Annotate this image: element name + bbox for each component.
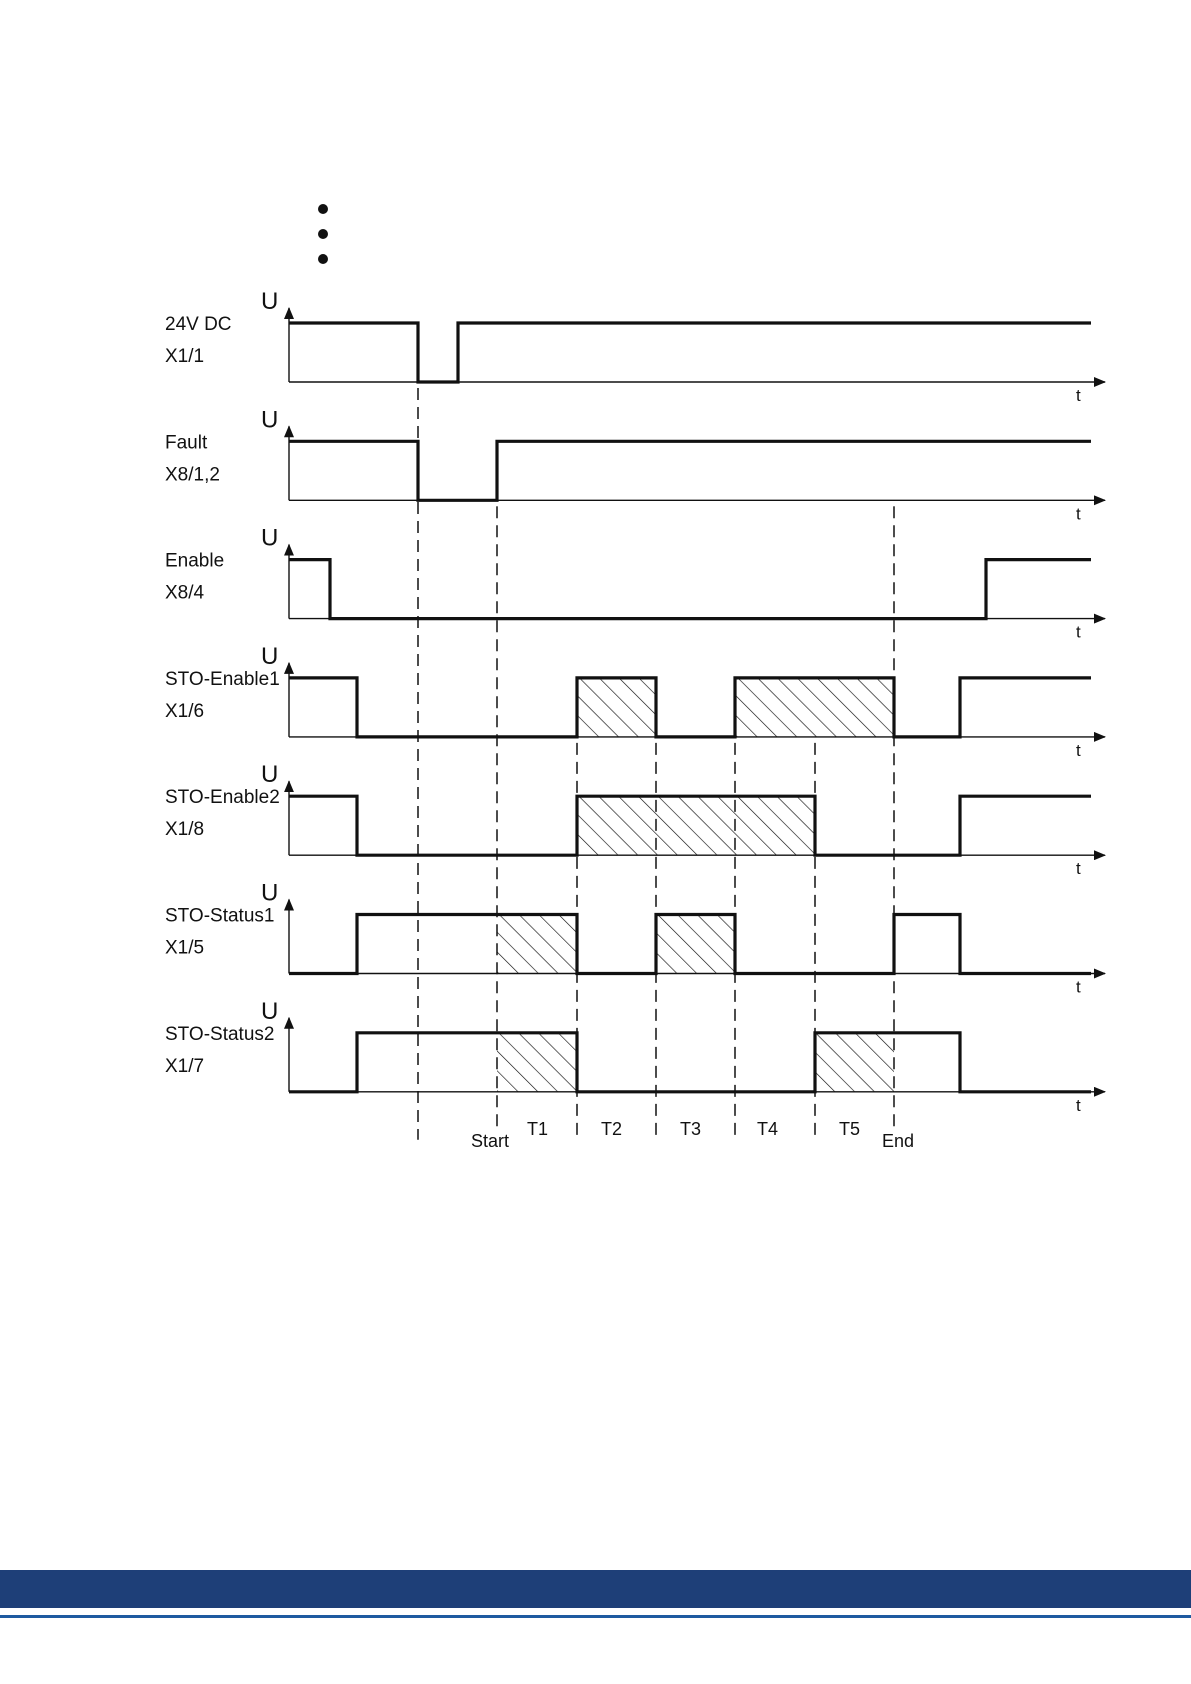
segment-label-t1: T1 bbox=[527, 1118, 549, 1139]
voltage-axis-label: U bbox=[261, 997, 279, 1025]
channel-name: STO-Enable2 bbox=[165, 787, 280, 809]
channel-name: Enable bbox=[165, 550, 225, 572]
time-axis-label: t bbox=[1076, 622, 1081, 642]
signal-trace bbox=[289, 323, 1091, 382]
channel-name: 24V DC bbox=[165, 314, 232, 335]
channel-pin: X1/7 bbox=[165, 1055, 205, 1077]
voltage-axis-label: U bbox=[261, 524, 279, 552]
channel-pin: X1/6 bbox=[165, 700, 205, 722]
channel-sto-enable2 bbox=[165, 761, 1105, 878]
voltage-axis-label: U bbox=[261, 879, 279, 907]
signal-channels bbox=[165, 288, 1105, 1115]
channel-enable bbox=[165, 525, 1105, 642]
segment-label-t2: T2 bbox=[601, 1118, 623, 1139]
time-axis-label: t bbox=[1076, 504, 1081, 524]
channel-sto-enable1 bbox=[165, 643, 1105, 760]
segment-label-end: End bbox=[882, 1130, 915, 1151]
hatched-region bbox=[497, 1033, 577, 1092]
footer-band bbox=[0, 1570, 1191, 1608]
channel-pin: X1/8 bbox=[165, 819, 205, 841]
hatched-region bbox=[577, 796, 815, 855]
time-axis-label: t bbox=[1076, 859, 1081, 879]
footer-line bbox=[0, 1615, 1191, 1618]
signal-trace bbox=[289, 1033, 1091, 1092]
voltage-axis-label: U bbox=[261, 761, 279, 789]
time-axis-label: t bbox=[1076, 740, 1081, 760]
channel-fault bbox=[165, 406, 1105, 523]
hatched-region bbox=[735, 678, 894, 737]
segment-label-t4: T4 bbox=[757, 1118, 779, 1139]
segment-label-start: Start bbox=[471, 1130, 510, 1151]
hatched-region bbox=[577, 678, 656, 737]
channel-24v-dc bbox=[165, 288, 1105, 405]
ellipsis-dot bbox=[318, 229, 328, 239]
channel-name: STO-Status1 bbox=[165, 905, 275, 927]
segment-label-t5: T5 bbox=[839, 1118, 861, 1139]
signal-trace bbox=[289, 441, 1091, 500]
segment-label-t3: T3 bbox=[680, 1118, 702, 1139]
hatched-region bbox=[815, 1033, 894, 1092]
channel-sto-status2 bbox=[165, 998, 1105, 1115]
time-axis-label: t bbox=[1076, 1095, 1081, 1115]
channel-pin: X8/4 bbox=[165, 582, 205, 604]
ellipsis-dot bbox=[318, 254, 328, 264]
voltage-axis-label: U bbox=[261, 642, 279, 670]
voltage-axis-label: U bbox=[261, 288, 279, 315]
signal-trace bbox=[289, 560, 1091, 619]
channel-name: STO-Status2 bbox=[165, 1023, 275, 1045]
hatched-region bbox=[497, 915, 577, 974]
channel-name: STO-Enable1 bbox=[165, 668, 280, 690]
time-axis-label: t bbox=[1076, 386, 1081, 405]
channel-pin: X8/1,2 bbox=[165, 464, 220, 486]
voltage-axis-label: U bbox=[261, 406, 279, 434]
hatched-region bbox=[656, 915, 735, 974]
channel-sto-status1 bbox=[165, 880, 1105, 997]
ellipsis-dot bbox=[318, 204, 328, 214]
channel-pin: X1/1 bbox=[165, 346, 205, 367]
time-axis-label: t bbox=[1076, 977, 1081, 997]
channel-name: Fault bbox=[165, 432, 208, 454]
channel-pin: X1/5 bbox=[165, 937, 205, 959]
signal-trace bbox=[289, 678, 1091, 737]
segment-labels bbox=[471, 1119, 914, 1151]
